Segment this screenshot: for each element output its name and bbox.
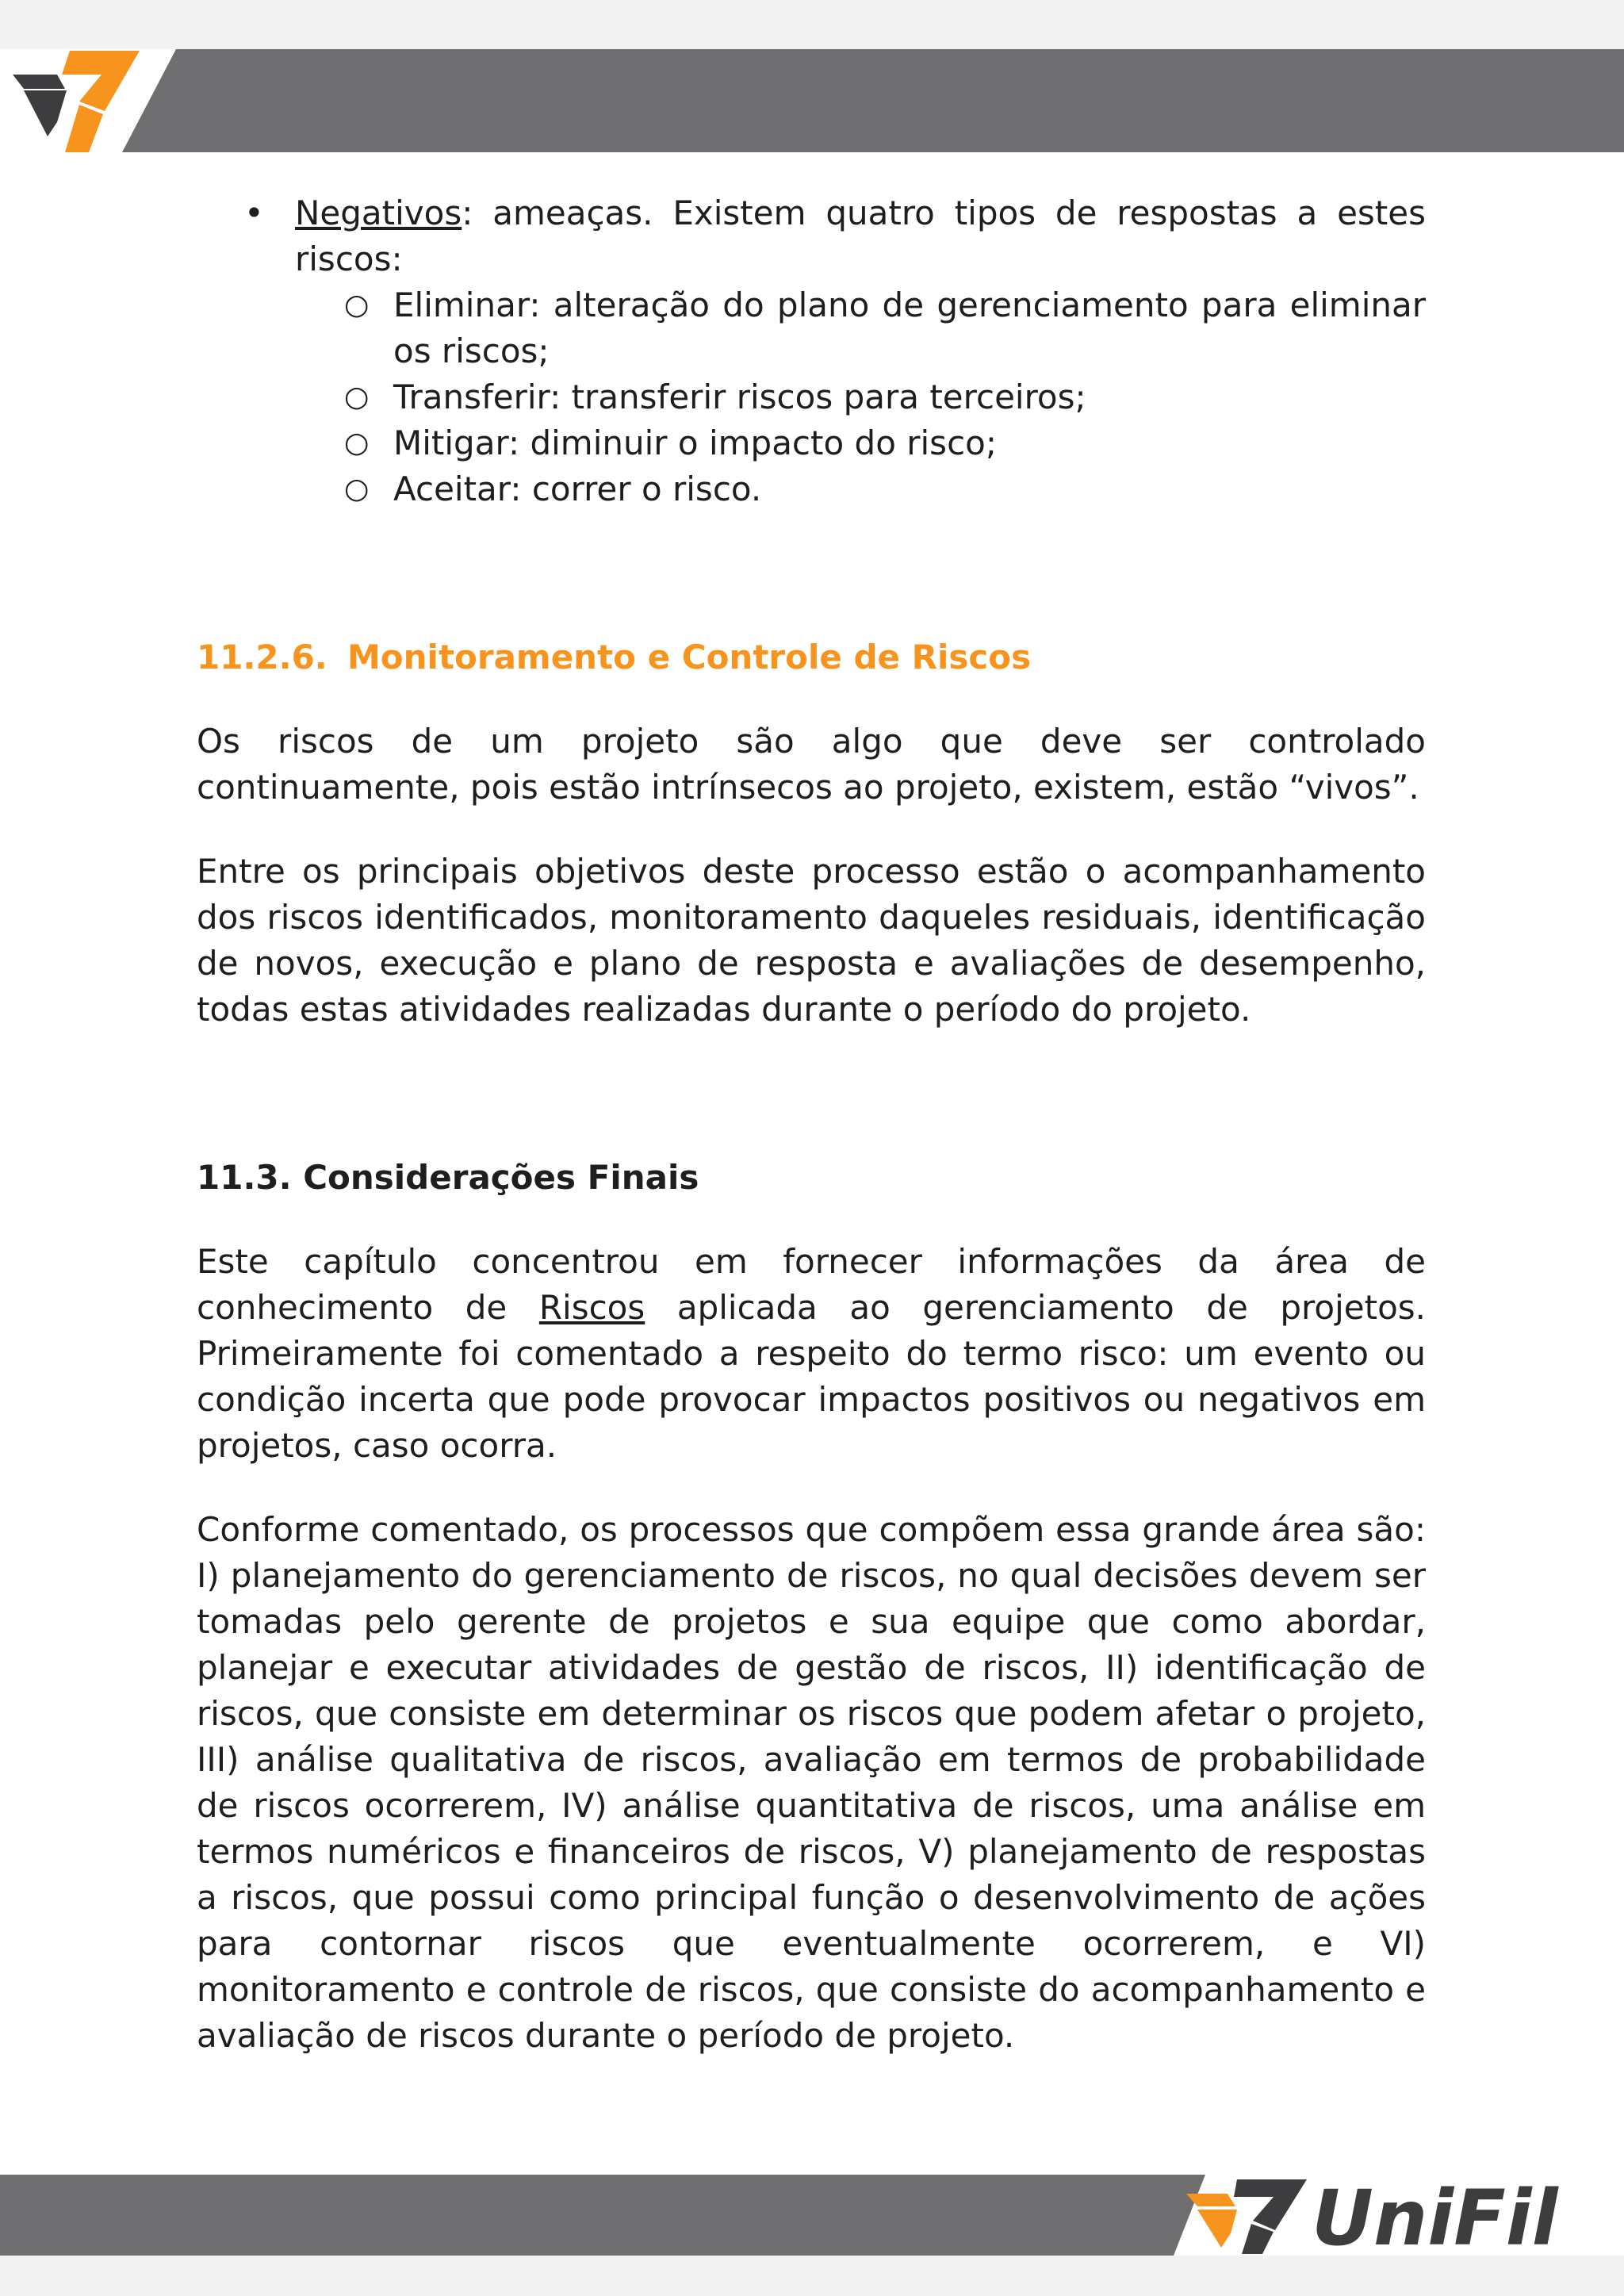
section-title: Monitoramento e Controle de Riscos xyxy=(347,638,1032,677)
page-top-margin xyxy=(0,0,1624,49)
unifil-logo-mark-icon xyxy=(1186,2179,1307,2254)
header-graphic xyxy=(0,49,1624,152)
riscos-link[interactable]: Riscos xyxy=(538,1288,645,1327)
section-heading-11-3: 11.3. Considerações Finais xyxy=(197,1158,699,1197)
footer-brand-text: UniFil xyxy=(1312,2175,1558,2256)
paragraph xyxy=(197,1239,1426,1469)
paragraph-text: aplicada ao gerenciamento de projetos. Primeiramente foi comentado a respeito do termo risco: um evento ou condição incerta que pode provocar impactos positivos ou negativos em projetos, caso ocorra. xyxy=(197,1288,1427,1465)
list-circle-marker: ○ xyxy=(344,473,370,505)
section-heading-11-2-6 xyxy=(197,634,1426,680)
list-circle-marker: ○ xyxy=(344,289,370,321)
document-body xyxy=(197,190,1426,2059)
header-gray-band xyxy=(122,49,1624,152)
list-item xyxy=(197,420,1426,466)
response-types-list xyxy=(197,282,1426,512)
unifil-logo-mark-icon xyxy=(13,51,140,152)
list-circle-marker: ○ xyxy=(344,381,370,413)
page-footer xyxy=(0,2175,1624,2256)
list-item xyxy=(197,374,1426,420)
bullet-text: : ameaças. Existem quatro tipos de respostas a estes riscos: xyxy=(295,194,1426,278)
list-item xyxy=(197,466,1426,512)
bullet-negativos xyxy=(197,190,1426,282)
paragraph: Os riscos de um projeto são algo que deve ser controlado continuamente, pois estão intrínsecos ao projeto, existem, estão “vivos”. xyxy=(197,722,1426,807)
list-item-text: Transferir: transferir riscos para terceiros; xyxy=(393,378,1086,416)
bullet-dot: • xyxy=(244,194,264,232)
paragraph-text: Este capítulo concentrou em fornecer informações da área de conhecimento de xyxy=(197,1242,1426,1327)
paragraph: Conforme comentado, os processos que compõem essa grande área são: I) planejamento do gerenciamento de riscos, no qual decisões devem ser tomadas pelo gerente de projetos e sua equipe que como abordar, planejar e executar atividades de gestão de riscos, II) identificação de riscos, que consiste em determinar os riscos que podem afetar o projeto, III) análise qualitativa de riscos, avaliação em termos de probabilidade de riscos ocorrerem, IV) análise quantitativa de riscos, uma análise em termos numéricos e financeiros de riscos, V) planejamento de respostas a riscos, que possui como principal função o desenvolvimento de ações para contornar riscos que eventualmente ocorrerem, e VI) monitoramento e controle de riscos, que consiste do acompanhamento e avaliação de riscos durante o período de projeto. xyxy=(197,1510,1426,2055)
footer-graphic xyxy=(0,2175,1624,2256)
list-circle-marker: ○ xyxy=(344,427,370,459)
section-number: 11.2.6. xyxy=(197,638,327,677)
page-header xyxy=(0,49,1624,152)
list-item-text: Aceitar: correr o risco. xyxy=(393,470,762,508)
list-item xyxy=(197,282,1426,374)
list-item-text: Mitigar: diminuir o impacto do risco; xyxy=(393,424,998,462)
page-bottom-margin xyxy=(0,2256,1624,2296)
paragraph: Entre os principais objetivos deste processo estão o acompanhamento dos riscos identificados, monitoramento daqueles residuais, identificação de novos, execução e plano de resposta e avaliações de desempenho, todas estas atividades realizadas durante o período do projeto. xyxy=(197,852,1426,1029)
list-item-text: Eliminar: alteração do plano de gerenciamento para eliminar os riscos; xyxy=(393,286,1426,370)
term-negativos: Negativos xyxy=(295,194,462,232)
footer-gray-band xyxy=(0,2175,1148,2256)
